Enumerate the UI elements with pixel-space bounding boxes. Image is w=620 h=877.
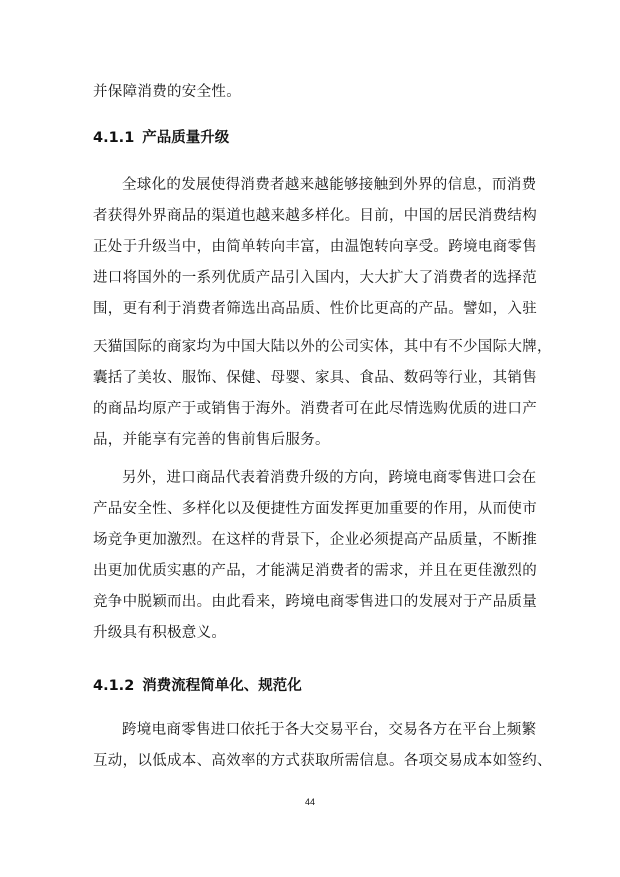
paragraph-line: 出更加优质实惠的产品，才能满足消费者的需求，并且在更佳激烈的: [93, 563, 537, 579]
section-number: 4.1.2: [93, 678, 135, 694]
paragraph-line: 围，更有利于消费者筛选出高品质、性价比更高的产品。譬如，入驻: [93, 301, 537, 317]
paragraph-line: 另外，进口商品代表着消费升级的方向，跨境电商零售进口会在: [122, 470, 537, 486]
paragraph-line: 竞争中脱颖而出。由此看来，跨境电商零售进口的发展对于产品质量: [93, 594, 537, 610]
paragraph-line: 产品安全性、多样化以及便捷性方面发挥更加重要的作用，从而使市: [93, 501, 537, 517]
paragraph-line: 囊括了美妆、服饰、保健、母婴、家具、食品、数码等行业，其销售: [93, 370, 537, 386]
section-heading-4-1-2: [93, 676, 302, 696]
paragraph-line: 的商品均原产于或销售于海外。消费者可在此尽情选购优质的进口产: [93, 401, 537, 417]
paragraph-line: 天猫国际的商家均为中国大陆以外的公司实体，其中有不少国际大牌，: [93, 339, 552, 355]
section-heading-4-1-1: [93, 128, 229, 148]
paragraph-line: 品，并能享有完善的售前售后服务。: [93, 432, 330, 448]
page-number: 44: [304, 797, 315, 807]
paragraph-line: 全球化的发展使得消费者越来越能够接触到外界的信息，而消费: [122, 177, 537, 193]
paragraph-line: 互动，以低成本、高效率的方式获取所需信息。各项交易成本如签约、: [93, 753, 552, 769]
paragraph-line: 场竞争更加激烈。在这样的背景下，企业必须提高产品质量，不断推: [93, 532, 537, 548]
paragraph-line: 者获得外界商品的渠道也越来越多样化。目前，中国的居民消费结构: [93, 208, 537, 224]
paragraph-line: 跨境电商零售进口依托于各大交易平台，交易各方在平台上频繁: [122, 722, 537, 738]
section-title: 产品质量升级: [142, 130, 230, 146]
section-number: 4.1.1: [93, 130, 135, 146]
paragraph-line: 进口将国外的一系列优质产品引入国内，大大扩大了消费者的选择范: [93, 270, 537, 286]
paragraph-line: 升级具有积极意义。: [93, 625, 227, 641]
section-title: 消费流程简单化、规范化: [142, 678, 302, 694]
paragraph-line: 并保障消费的安全性。: [93, 84, 241, 100]
paragraph-line: 正处于升级当中，由简单转向丰富，由温饱转向享受。跨境电商零售: [93, 239, 537, 255]
